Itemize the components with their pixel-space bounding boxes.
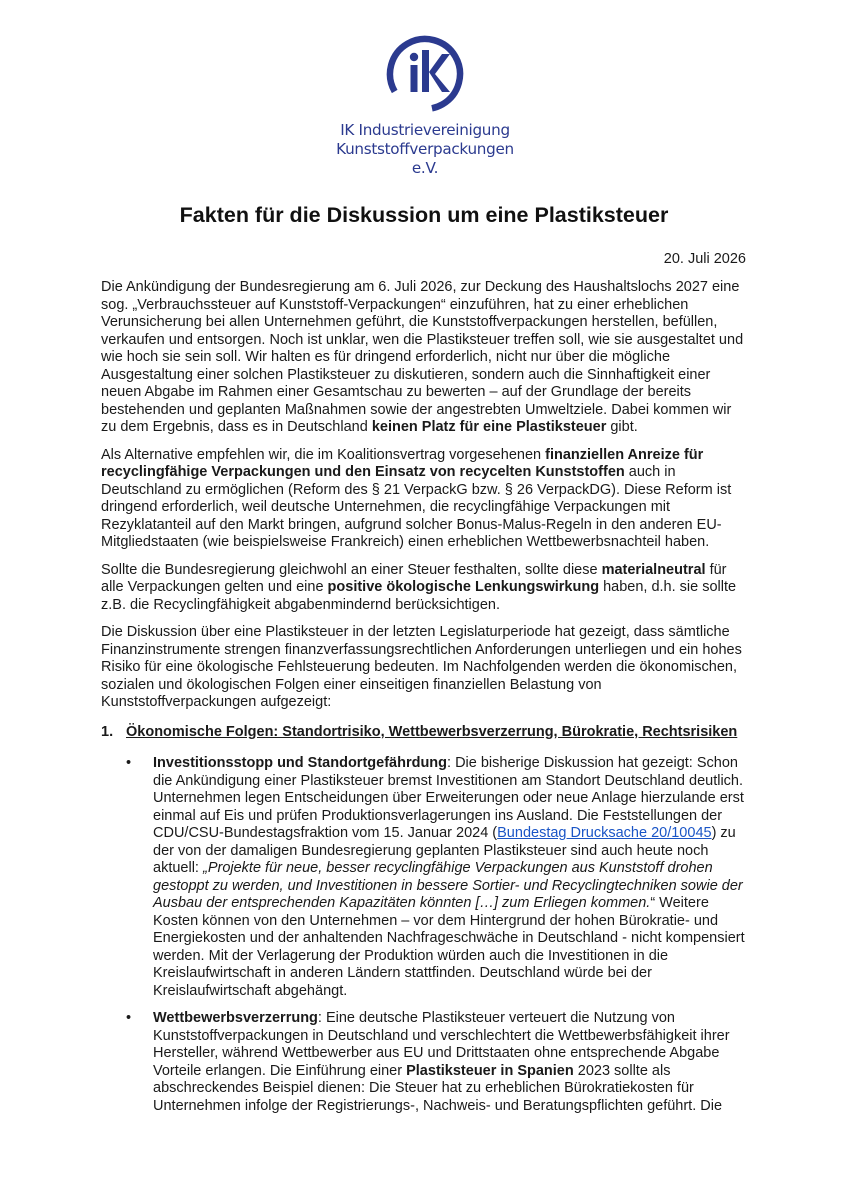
section-title: Ökonomische Folgen: Standortrisiko, Wettbewerbsverzerrung, Bürokratie, Rechtsrisiken bbox=[126, 723, 738, 740]
paragraph-discussion: Die Diskussion über eine Plastiksteuer in der letzten Legislaturperiode hat gezeigt, dass sämtliche Finanzinstrumente strengen finanzverfassungsrechtlichen Anforderungen unterliegen und ein hohes Risiko für eine ökologische Fehlsteuerung bedeuten. Im Nachfolgenden werden die ökonomischen, sozialen und ökologischen Folgen einer einseitigen finanziellen Belastung von Kunststoffverpackungen aufgezeigt: bbox=[101, 624, 742, 710]
drucksache-link[interactable]: Bundestag Drucksache 20/10045 bbox=[497, 825, 712, 841]
document-date: 20. Juli 2026 bbox=[663, 251, 746, 267]
bullet-icon: • bbox=[126, 1010, 132, 1026]
document-title: Fakten für die Diskussion um eine Plastiksteuer bbox=[179, 203, 669, 227]
bullet-icon: • bbox=[126, 755, 132, 771]
paragraph-alternative: Als Alternative empfehlen wir, die im Koalitionsvertrag vorgesehenen finanziellen Anreize für recyclingfähige Verpackungen und den Einsatz von recycelten Kunststoffen auch in Deutschland zu ermöglichen (Reform des § 21 VerpackG bzw. § 26 VerpackDG). Diese Reform ist dringend erforderlich, weil deutsche Unternehmen, die recyclingfähige Verpackungen mit Rezyklatanteil auf den Markt bringen, aufgrund solcher Bonus-Malus-Regeln in den anderen EU-Mitgliedstaaten (wie beispielsweise Frankreich) einen erheblichen Wettbewerbsnachteil haben. bbox=[101, 446, 732, 550]
bullet-item-investitionsstopp: • Investitionsstopp und Standortgefährdung: Die bisherige Diskussion hat gezeigt: Schon die Ankündigung einer Plastiksteuer bremst Investitionen am Standort Deutschland deutlich. Unternehmen legen Entscheidungen über Erweiterungen oder neue Anlage hierzulande erst einmal auf Eis und prüfen Produktionsverlagerungen ins Ausland. Die Feststellungen der CDU/CSU-Bundestagsfraktion vom 15. Januar 2024 (Bundestag Drucksache 20/10045) zu der von der damaligen Bundesregierung geplanten Plastiksteuer sind auch heute noch aktuell: „Projekte für neue, besser recyclingfähige Verpackungen aus Kunststoff drohen gestoppt zu werden, und Investitionen in bessere Sortier- und Recyclingtechniken sowie der Ausbau der entsprechenden Kapazitäten könnten […] zum Erliegen kommen.“ Weitere Kosten können von den Unternehmen – vor dem Hintergrund der hohen Bürokratie- und Energiekosten und der anhaltenden Nachfrageschwäche in Deutschland - nicht kompensiert werden. Mit der Verlagerung der Produktion würden auch die Investitionen in die Kreislaufwirtschaft in anderen Ländern stattfinden. Deutschland würde bei der Kreislaufwirtschaft abgehängt. bbox=[126, 755, 745, 999]
paragraph-intro: Die Ankündigung der Bundesregierung am 6. Juli 2026, zur Deckung des Haushaltslochs 2027 eine sog. „Verbrauchssteuer auf Kunststoff-Verpackungen“ einzuführen, hat zu einer erheblichen Verunsicherung bei allen Unternehmen geführt, die Kunststoffverpackungen herstellen, befüllen, verkaufen und entsorgen. Noch ist unklar, wen die Plastiksteuer treffen soll, wie sie ausgestaltet und wie hoch sie sein soll. Wir halten es für dringend erforderlich, nicht nur über die mögliche Ausgestaltung einer solchen Plastiksteuer zu diskutieren, sondern auch die Sinnhaftigkeit einer neuen Abgabe im Rahmen einer Gesamtschau zu bewerten – auf der Grundlage der bereits bestehenden und geplanten Maßnahmen sowie der angestrebten Umweltziele. Dabei kommen wir zu dem Ergebnis, dass es in Deutschland keinen Platz für eine Plastiksteuer gibt. bbox=[101, 279, 744, 435]
organization-name-line2: Kunststoffverpackungen e.V. bbox=[336, 140, 514, 177]
section-heading-1 bbox=[101, 724, 747, 742]
bullet-list bbox=[101, 755, 747, 1115]
section-number: 1. bbox=[101, 723, 114, 740]
document-body bbox=[101, 279, 747, 1125]
bullet-item-wettbewerbsverzerrung: • Wettbewerbsverzerrung: Eine deutsche Plastiksteuer verteuert die Nutzung von Kunststoffverpackungen in Deutschland und verschlechtert die Wettbewerbsfähigkeit ihrer Hersteller, während Wettbewerber aus EU und Drittstaaten ohne entsprechende Abgabe Vorteile erlangen. Die Einführung einer Plastiksteuer in Spanien 2023 sollte als abschreckendes Beispiel dienen: Die Steuer hat zu erheblichen Bürokratiekosten für Unternehmen infolge der Registrierungs-, Nachweis- und Beratungspflichten geführt. Die bbox=[126, 1010, 730, 1114]
paragraph-tax-design: Sollte die Bundesregierung gleichwohl an einer Steuer festhalten, sollte diese materialneutral für alle Verpackungen gelten und eine positive ökologische Lenkungswirkung haben, d.h. sie sollte z.B. die Recyclingfähigkeit abgabenmindernd berücksichtigen. bbox=[101, 561, 737, 613]
organization-logo bbox=[330, 34, 520, 178]
organization-name-line1: IK Industrievereinigung bbox=[340, 121, 510, 139]
ik-logo-icon bbox=[385, 34, 465, 114]
